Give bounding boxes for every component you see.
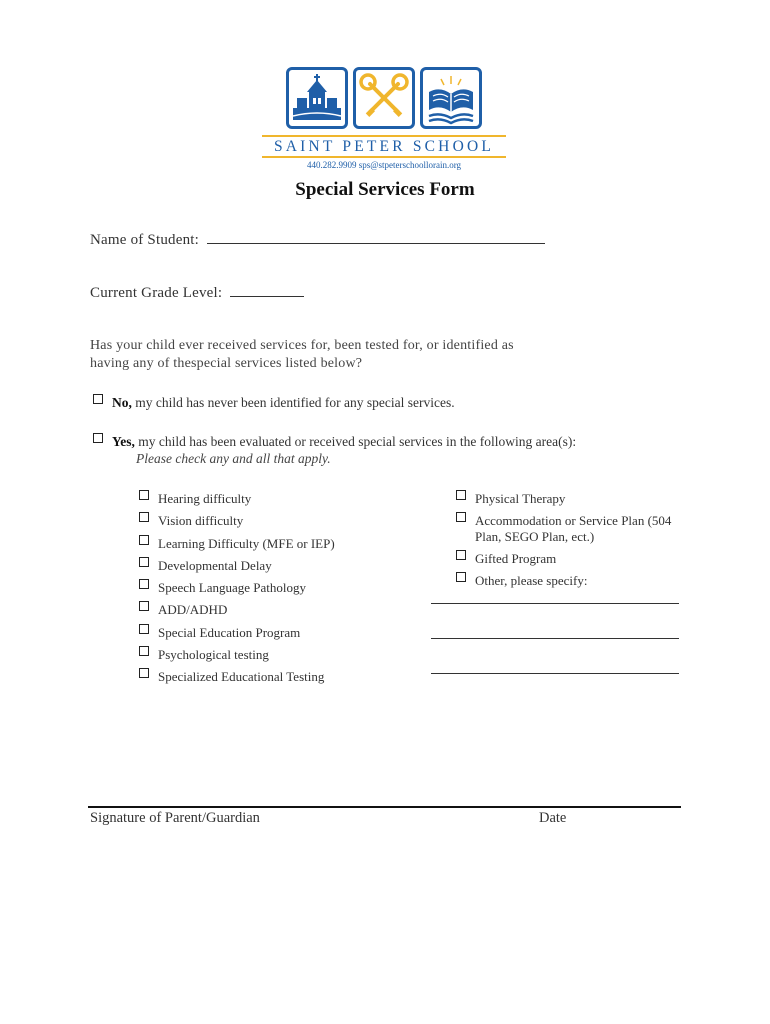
list-item: Hearing difficulty xyxy=(158,491,252,506)
list-item: Other, please specify: xyxy=(475,573,588,588)
physical-therapy-checkbox[interactable] xyxy=(456,490,466,500)
yes-option-bold: Yes, xyxy=(112,434,135,449)
other-specify-line-3[interactable] xyxy=(431,673,679,674)
grade-level-row xyxy=(90,284,304,302)
hearing-checkbox[interactable] xyxy=(139,490,149,500)
yes-checkbox[interactable] xyxy=(93,433,103,443)
crossed-keys-icon xyxy=(353,67,415,129)
psychological-checkbox[interactable] xyxy=(139,646,149,656)
list-item: Gifted Program xyxy=(475,551,557,566)
open-book-icon xyxy=(420,67,482,129)
gifted-checkbox[interactable] xyxy=(456,550,466,560)
accommodation-checkbox[interactable] xyxy=(456,512,466,522)
other-checkbox[interactable] xyxy=(456,572,466,582)
specialized-testing-checkbox[interactable] xyxy=(139,668,149,678)
date-label: Date xyxy=(539,810,567,826)
no-option-bold: No, xyxy=(112,395,132,410)
list-item: Vision difficulty xyxy=(158,513,244,528)
adhd-checkbox[interactable] xyxy=(139,601,149,611)
other-specify-line-2[interactable] xyxy=(431,638,679,639)
yes-option-text: my child has been evaluated or received special services in the following area(s): xyxy=(134,434,577,449)
logo-rule-top xyxy=(262,135,506,137)
school-contact: 440.282.9909 sps@stpeterschoollorain.org xyxy=(306,160,462,170)
grade-level-field[interactable] xyxy=(230,284,304,297)
speech-checkbox[interactable] xyxy=(139,579,149,589)
signature-label: Signature of Parent/Guardian xyxy=(90,810,260,826)
grade-level-label: Current Grade Level: xyxy=(90,285,223,301)
student-name-label: Name of Student: xyxy=(90,232,200,248)
form-title: Special Services Form xyxy=(295,179,475,200)
yes-option-label xyxy=(112,434,576,450)
vision-checkbox[interactable] xyxy=(139,512,149,522)
student-name-field[interactable] xyxy=(207,231,545,244)
list-item: Plan, SEGO Plan, ect.) xyxy=(475,529,595,544)
signature-line[interactable] xyxy=(88,806,681,808)
list-item: Psychological testing xyxy=(158,647,269,662)
school-name: SAINT PETER SCHOOL xyxy=(273,138,495,155)
logo-rule-bottom xyxy=(262,156,506,158)
no-option-text: my child has never been identified for any special services. xyxy=(131,395,455,410)
instruction-text: Please check any and all that apply. xyxy=(136,451,331,466)
learning-checkbox[interactable] xyxy=(139,535,149,545)
question-line-2: having any of thespecial services listed below? xyxy=(90,356,363,371)
question-line-1: Has your child ever received services for, been tested for, or identified as xyxy=(90,338,514,353)
list-item: Specialized Educational Testing xyxy=(158,669,325,684)
no-option-label xyxy=(112,395,455,411)
other-specify-line-1[interactable] xyxy=(431,603,679,604)
special-education-checkbox[interactable] xyxy=(139,624,149,634)
list-item: Developmental Delay xyxy=(158,558,272,573)
list-item: Speech Language Pathology xyxy=(158,580,307,595)
student-name-row xyxy=(90,231,545,249)
list-item: Accommodation or Service Plan (504 xyxy=(475,513,672,528)
church-icon xyxy=(286,67,348,129)
list-item: Special Education Program xyxy=(158,625,301,640)
developmental-checkbox[interactable] xyxy=(139,557,149,567)
services-question xyxy=(90,337,610,373)
list-item: ADD/ADHD xyxy=(158,602,228,617)
list-item: Learning Difficulty (MFE or IEP) xyxy=(158,536,335,551)
no-checkbox[interactable] xyxy=(93,394,103,404)
list-item: Physical Therapy xyxy=(475,491,566,506)
